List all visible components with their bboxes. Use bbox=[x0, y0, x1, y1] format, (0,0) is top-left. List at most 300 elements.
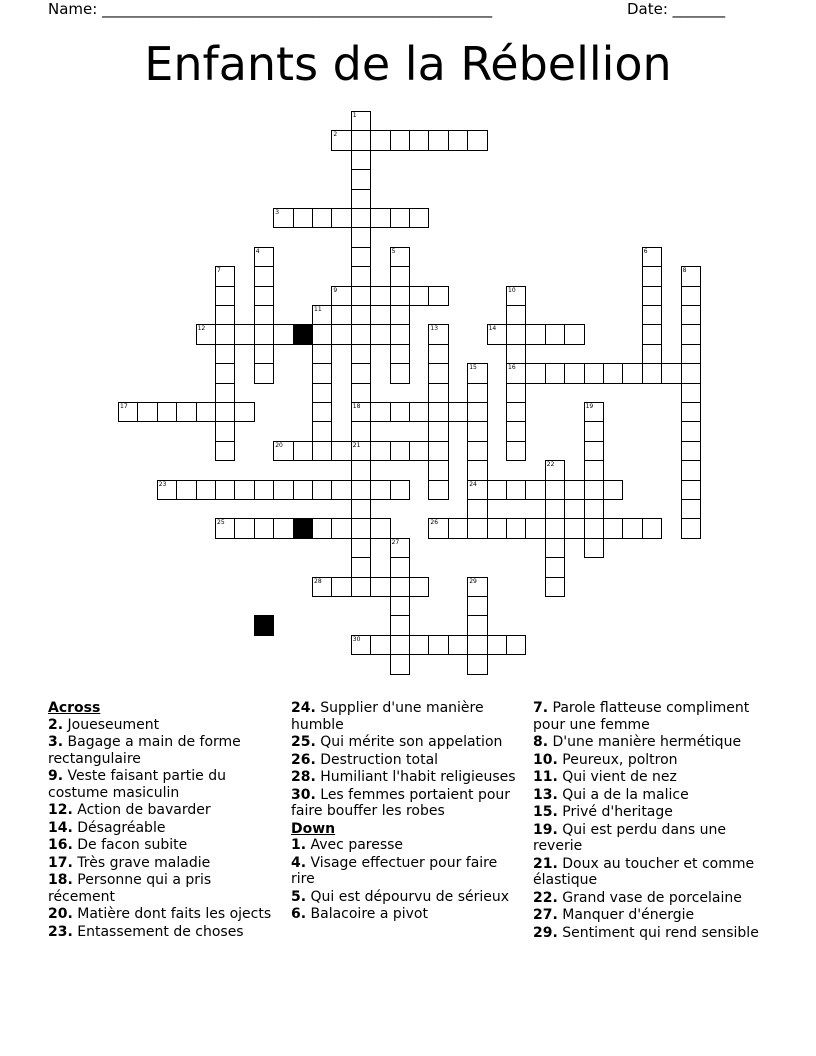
grid-cell[interactable] bbox=[390, 363, 410, 383]
grid-cell[interactable] bbox=[370, 324, 390, 344]
grid-cell[interactable] bbox=[525, 518, 545, 538]
clue-number: 28. bbox=[291, 769, 316, 785]
clue-text: Bagage a main de forme rectangulaire bbox=[48, 734, 241, 767]
grid-cell[interactable] bbox=[351, 130, 371, 150]
grid-cell[interactable] bbox=[157, 480, 177, 500]
grid-cell[interactable] bbox=[448, 130, 468, 150]
grid-cell[interactable] bbox=[390, 130, 410, 150]
cell-number: 30 bbox=[352, 635, 361, 643]
grid-cell[interactable] bbox=[351, 227, 371, 247]
grid-cell[interactable] bbox=[234, 324, 254, 344]
grid-cell[interactable] bbox=[312, 480, 332, 500]
grid-cell[interactable] bbox=[273, 324, 293, 344]
grid-cell[interactable] bbox=[545, 577, 565, 597]
clue-item bbox=[291, 837, 523, 854]
grid-cell[interactable] bbox=[331, 208, 351, 228]
grid-cell[interactable] bbox=[390, 596, 410, 616]
grid-cell[interactable] bbox=[409, 286, 429, 306]
grid-cell[interactable] bbox=[390, 266, 410, 286]
grid-cell[interactable] bbox=[564, 363, 584, 383]
clue-text: Supplier d'une manière humble bbox=[291, 700, 484, 733]
cell-number: 18 bbox=[352, 403, 361, 410]
grid-cell[interactable] bbox=[487, 324, 507, 344]
clue-number: 15. bbox=[533, 804, 558, 820]
clue-text: Très grave maladie bbox=[72, 854, 211, 871]
grid-cell[interactable] bbox=[137, 402, 157, 422]
grid-cell[interactable] bbox=[428, 460, 448, 480]
grid-cell[interactable] bbox=[448, 635, 468, 655]
grid-cell[interactable] bbox=[584, 402, 604, 422]
grid-cell[interactable] bbox=[215, 402, 235, 422]
cell-number: 5 bbox=[391, 247, 396, 255]
clue-text: Qui mérite son appelation bbox=[315, 734, 503, 750]
grid-cell[interactable] bbox=[409, 635, 429, 655]
grid-cell[interactable] bbox=[370, 635, 390, 655]
grid-cell[interactable] bbox=[254, 344, 274, 364]
cell-number: 16 bbox=[508, 364, 516, 372]
grid-cell[interactable] bbox=[545, 518, 565, 538]
grid-cell[interactable] bbox=[331, 324, 351, 344]
clue-item bbox=[48, 734, 278, 767]
grid-cell[interactable] bbox=[545, 499, 565, 519]
cell-number: 14 bbox=[488, 325, 497, 333]
grid-cell[interactable] bbox=[390, 344, 410, 364]
grid-cell[interactable] bbox=[196, 480, 216, 500]
grid-cell[interactable] bbox=[351, 247, 371, 267]
clue-heading: Across bbox=[48, 700, 101, 716]
grid-cell[interactable] bbox=[254, 363, 274, 383]
black-square bbox=[293, 324, 313, 344]
grid-cell[interactable] bbox=[603, 518, 623, 538]
grid-cell[interactable] bbox=[254, 480, 274, 500]
grid-cell[interactable] bbox=[351, 538, 371, 558]
grid-cell[interactable] bbox=[390, 441, 410, 461]
grid-cell[interactable] bbox=[312, 402, 332, 422]
grid-cell[interactable] bbox=[506, 402, 526, 422]
grid-cell[interactable] bbox=[215, 305, 235, 325]
grid-cell[interactable] bbox=[351, 344, 371, 364]
grid-cell[interactable] bbox=[351, 518, 371, 538]
grid-cell[interactable] bbox=[467, 615, 487, 635]
grid-cell[interactable] bbox=[467, 596, 487, 616]
grid-cell[interactable] bbox=[370, 480, 390, 500]
date-line[interactable]: Date: _______ bbox=[627, 0, 726, 18]
grid-cell[interactable] bbox=[642, 266, 662, 286]
clue-item bbox=[533, 700, 773, 733]
grid-cell[interactable] bbox=[428, 635, 448, 655]
grid-cell[interactable] bbox=[584, 518, 604, 538]
grid-cell[interactable] bbox=[351, 480, 371, 500]
grid-cell[interactable] bbox=[467, 402, 487, 422]
grid-cell[interactable] bbox=[215, 421, 235, 441]
grid-cell[interactable] bbox=[506, 344, 526, 364]
clue-item bbox=[533, 856, 773, 889]
clue-heading: Down bbox=[291, 820, 336, 837]
grid-cell[interactable] bbox=[351, 208, 371, 228]
grid-cell[interactable] bbox=[390, 208, 410, 228]
grid-cell[interactable] bbox=[312, 577, 332, 597]
grid-cell[interactable] bbox=[351, 189, 371, 209]
grid-cell[interactable] bbox=[215, 363, 235, 383]
clue-number: 30. bbox=[291, 786, 316, 803]
grid-cell[interactable] bbox=[351, 577, 371, 597]
grid-cell[interactable] bbox=[642, 518, 662, 538]
clue-number: 6. bbox=[291, 906, 307, 922]
clue-text: Désagréable bbox=[72, 819, 166, 836]
grid-cell[interactable] bbox=[506, 518, 526, 538]
grid-cell[interactable] bbox=[312, 344, 332, 364]
grid-cell[interactable] bbox=[642, 286, 662, 306]
grid-cell[interactable] bbox=[448, 518, 468, 538]
grid-cell[interactable] bbox=[506, 383, 526, 403]
grid-cell[interactable] bbox=[545, 460, 565, 480]
grid-cell[interactable] bbox=[584, 421, 604, 441]
grid-cell[interactable] bbox=[331, 480, 351, 500]
grid-cell[interactable] bbox=[196, 324, 216, 344]
clue-item bbox=[291, 769, 523, 786]
grid-cell[interactable] bbox=[428, 363, 448, 383]
grid-cell[interactable] bbox=[351, 460, 371, 480]
cell-number: 1 bbox=[352, 112, 357, 119]
grid-cell[interactable] bbox=[390, 635, 410, 655]
grid-cell[interactable] bbox=[312, 441, 332, 461]
grid-cell[interactable] bbox=[312, 363, 332, 383]
grid-cell[interactable] bbox=[351, 421, 371, 441]
grid-cell[interactable] bbox=[661, 363, 681, 383]
grid-cell[interactable] bbox=[293, 208, 313, 228]
grid-cell[interactable] bbox=[681, 518, 701, 538]
grid-cell[interactable] bbox=[293, 480, 313, 500]
grid-cell[interactable] bbox=[467, 499, 487, 519]
grid-cell[interactable] bbox=[681, 305, 701, 325]
grid-cell[interactable] bbox=[487, 635, 507, 655]
grid-cell[interactable] bbox=[467, 635, 487, 655]
grid-cell[interactable] bbox=[215, 441, 235, 461]
clue-text: Joueseument bbox=[63, 716, 160, 733]
page-title: Enfants de la Rébellion bbox=[144, 37, 672, 91]
grid-cell[interactable] bbox=[409, 577, 429, 597]
grid-cell[interactable] bbox=[642, 305, 662, 325]
clue-column-2 bbox=[291, 700, 523, 924]
grid-cell[interactable] bbox=[390, 480, 410, 500]
grid-cell[interactable] bbox=[428, 518, 448, 538]
cell-number: 24 bbox=[469, 480, 477, 488]
cell-number: 13 bbox=[430, 325, 439, 333]
grid-cell[interactable] bbox=[331, 130, 351, 150]
grid-cell[interactable] bbox=[351, 305, 371, 325]
grid-cell[interactable] bbox=[331, 286, 351, 306]
grid-cell[interactable] bbox=[215, 286, 235, 306]
grid-cell[interactable] bbox=[254, 286, 274, 306]
grid-cell[interactable] bbox=[312, 421, 332, 441]
clue-item bbox=[48, 802, 278, 819]
grid-cell[interactable] bbox=[390, 577, 410, 597]
clue-text: Qui vient de nez bbox=[557, 769, 677, 785]
grid-cell[interactable] bbox=[312, 208, 332, 228]
grid-cell[interactable] bbox=[487, 480, 507, 500]
grid-cell[interactable] bbox=[390, 247, 410, 267]
grid-cell[interactable] bbox=[312, 305, 332, 325]
grid-cell[interactable] bbox=[467, 518, 487, 538]
grid-cell[interactable] bbox=[564, 480, 584, 500]
grid-cell[interactable] bbox=[622, 518, 642, 538]
grid-cell[interactable] bbox=[370, 286, 390, 306]
cell-number: 4 bbox=[255, 247, 260, 255]
grid-cell[interactable] bbox=[234, 480, 254, 500]
grid-cell[interactable] bbox=[525, 480, 545, 500]
grid-cell[interactable] bbox=[351, 286, 371, 306]
grid-cell[interactable] bbox=[506, 441, 526, 461]
grid-cell[interactable] bbox=[642, 363, 662, 383]
clue-text: Qui est dépourvu de sérieux bbox=[306, 888, 510, 905]
grid-cell[interactable] bbox=[254, 324, 274, 344]
cell-number: 2 bbox=[333, 131, 338, 139]
grid-cell[interactable] bbox=[370, 208, 390, 228]
cell-number: 25 bbox=[217, 519, 225, 527]
grid-cell[interactable] bbox=[273, 441, 293, 461]
grid-cell[interactable] bbox=[254, 305, 274, 325]
grid-cell[interactable] bbox=[157, 402, 177, 422]
clue-number: 29. bbox=[533, 924, 558, 941]
grid-cell[interactable] bbox=[390, 615, 410, 635]
grid-cell[interactable] bbox=[506, 480, 526, 500]
clue-column-1 bbox=[48, 700, 278, 941]
grid-cell[interactable] bbox=[428, 324, 448, 344]
grid-cell[interactable] bbox=[351, 402, 371, 422]
grid-cell[interactable] bbox=[370, 130, 390, 150]
grid-cell[interactable] bbox=[273, 518, 293, 538]
grid-cell[interactable] bbox=[584, 499, 604, 519]
clue-number: 16. bbox=[48, 837, 73, 853]
grid-cell[interactable] bbox=[215, 344, 235, 364]
grid-cell[interactable] bbox=[467, 480, 487, 500]
grid-cell[interactable] bbox=[467, 460, 487, 480]
grid-cell[interactable] bbox=[312, 383, 332, 403]
grid-cell[interactable] bbox=[312, 324, 332, 344]
grid-cell[interactable] bbox=[428, 286, 448, 306]
grid-cell[interactable] bbox=[681, 286, 701, 306]
grid-cell[interactable] bbox=[370, 441, 390, 461]
grid-cell[interactable] bbox=[254, 518, 274, 538]
grid-cell[interactable] bbox=[681, 363, 701, 383]
grid-cell[interactable] bbox=[681, 383, 701, 403]
clue-text: Grand vase de porcelaine bbox=[557, 889, 742, 906]
grid-cell[interactable] bbox=[428, 421, 448, 441]
cell-number: 27 bbox=[391, 538, 400, 546]
grid-cell[interactable] bbox=[448, 402, 468, 422]
grid-cell[interactable] bbox=[428, 383, 448, 403]
clue-number: 21. bbox=[533, 855, 558, 872]
grid-cell[interactable] bbox=[215, 518, 235, 538]
grid-cell[interactable] bbox=[390, 324, 410, 344]
grid-cell[interactable] bbox=[681, 324, 701, 344]
grid-cell[interactable] bbox=[545, 363, 565, 383]
cell-number: 21 bbox=[352, 441, 361, 449]
grid-cell[interactable] bbox=[487, 518, 507, 538]
grid-cell[interactable] bbox=[351, 324, 371, 344]
grid-cell[interactable] bbox=[545, 324, 565, 344]
grid-cell[interactable] bbox=[351, 557, 371, 577]
grid-cell[interactable] bbox=[351, 266, 371, 286]
grid-cell[interactable] bbox=[351, 363, 371, 383]
grid-cell[interactable] bbox=[681, 441, 701, 461]
grid-cell[interactable] bbox=[351, 499, 371, 519]
grid-cell[interactable] bbox=[545, 538, 565, 558]
grid-cell[interactable] bbox=[428, 402, 448, 422]
grid-cell[interactable] bbox=[176, 402, 196, 422]
grid-cell[interactable] bbox=[584, 538, 604, 558]
grid-cell[interactable] bbox=[428, 480, 448, 500]
clue-text: Veste faisant partie du costume masiculin bbox=[48, 768, 226, 801]
grid-cell[interactable] bbox=[351, 635, 371, 655]
grid-cell[interactable] bbox=[545, 480, 565, 500]
grid-cell[interactable] bbox=[584, 363, 604, 383]
clue-text: Privé d'heritage bbox=[557, 804, 673, 820]
grid-cell[interactable] bbox=[390, 305, 410, 325]
grid-cell[interactable] bbox=[564, 324, 584, 344]
grid-cell[interactable] bbox=[234, 402, 254, 422]
grid-cell[interactable] bbox=[409, 130, 429, 150]
grid-cell[interactable] bbox=[681, 499, 701, 519]
grid-cell[interactable] bbox=[254, 266, 274, 286]
clue-text: Entassement de choses bbox=[72, 923, 244, 940]
grid-cell[interactable] bbox=[603, 363, 623, 383]
grid-cell[interactable] bbox=[196, 402, 216, 422]
clue-item bbox=[291, 889, 523, 906]
grid-cell[interactable] bbox=[331, 577, 351, 597]
clue-text: Doux au toucher et comme élastique bbox=[533, 855, 755, 888]
grid-cell[interactable] bbox=[681, 402, 701, 422]
grid-cell[interactable] bbox=[681, 480, 701, 500]
clue-item bbox=[533, 925, 773, 942]
grid-cell[interactable] bbox=[525, 324, 545, 344]
grid-cell[interactable] bbox=[409, 402, 429, 422]
grid-cell[interactable] bbox=[681, 421, 701, 441]
grid-cell[interactable] bbox=[390, 557, 410, 577]
grid-cell[interactable] bbox=[118, 402, 138, 422]
cell-number: 28 bbox=[314, 577, 322, 585]
grid-cell[interactable] bbox=[467, 363, 487, 383]
clue-item bbox=[48, 717, 278, 734]
clue-item bbox=[533, 769, 773, 786]
grid-cell[interactable] bbox=[506, 363, 526, 383]
grid-cell[interactable] bbox=[506, 421, 526, 441]
grid-cell[interactable] bbox=[351, 383, 371, 403]
grid-cell[interactable] bbox=[409, 208, 429, 228]
grid-cell[interactable] bbox=[467, 441, 487, 461]
grid-cell[interactable] bbox=[467, 654, 487, 674]
grid-cell[interactable] bbox=[215, 383, 235, 403]
clue-number: 18. bbox=[48, 872, 73, 888]
grid-cell[interactable] bbox=[584, 480, 604, 500]
grid-cell[interactable] bbox=[506, 324, 526, 344]
clue-number: 22. bbox=[533, 889, 558, 906]
grid-cell[interactable] bbox=[370, 518, 390, 538]
clue-item bbox=[291, 734, 523, 751]
clue-text: Action de bavarder bbox=[72, 802, 211, 818]
grid-cell[interactable] bbox=[428, 344, 448, 364]
clue-number: 3. bbox=[48, 734, 64, 750]
grid-cell[interactable] bbox=[467, 130, 487, 150]
grid-cell[interactable] bbox=[390, 538, 410, 558]
grid-cell[interactable] bbox=[273, 208, 293, 228]
cell-number: 9 bbox=[333, 286, 338, 294]
grid-cell[interactable] bbox=[254, 247, 274, 267]
grid-cell[interactable] bbox=[176, 480, 196, 500]
grid-cell[interactable] bbox=[215, 480, 235, 500]
grid-cell[interactable] bbox=[545, 557, 565, 577]
grid-cell[interactable] bbox=[390, 402, 410, 422]
grid-cell[interactable] bbox=[622, 363, 642, 383]
grid-cell[interactable] bbox=[331, 441, 351, 461]
grid-cell[interactable] bbox=[642, 344, 662, 364]
grid-cell[interactable] bbox=[351, 150, 371, 170]
clue-number: 9. bbox=[48, 768, 64, 784]
grid-cell[interactable] bbox=[370, 402, 390, 422]
clue-text: Humiliant l'habit religieuses bbox=[315, 769, 516, 785]
cell-number: 11 bbox=[314, 306, 322, 313]
clue-item bbox=[533, 752, 773, 769]
grid-cell[interactable] bbox=[293, 441, 313, 461]
grid-cell[interactable] bbox=[351, 441, 371, 461]
grid-cell[interactable] bbox=[681, 460, 701, 480]
grid-cell[interactable] bbox=[215, 324, 235, 344]
grid-cell[interactable] bbox=[681, 266, 701, 286]
grid-cell[interactable] bbox=[506, 286, 526, 306]
grid-cell[interactable] bbox=[525, 363, 545, 383]
cell-number: 29 bbox=[469, 577, 477, 585]
grid-cell[interactable] bbox=[370, 577, 390, 597]
grid-cell[interactable] bbox=[351, 111, 371, 131]
grid-cell[interactable] bbox=[312, 518, 332, 538]
grid-cell[interactable] bbox=[351, 169, 371, 189]
grid-cell[interactable] bbox=[390, 654, 410, 674]
clue-item bbox=[533, 804, 773, 821]
grid-cell[interactable] bbox=[564, 518, 584, 538]
name-line[interactable]: Name: ____________________________________________________ bbox=[48, 0, 493, 18]
grid-cell[interactable] bbox=[584, 460, 604, 480]
clue-item bbox=[291, 855, 523, 888]
grid-cell[interactable] bbox=[681, 344, 701, 364]
clue-column-3 bbox=[533, 700, 773, 942]
grid-cell[interactable] bbox=[273, 480, 293, 500]
grid-cell[interactable] bbox=[467, 421, 487, 441]
clue-item bbox=[48, 820, 278, 837]
grid-cell[interactable] bbox=[409, 441, 429, 461]
grid-cell[interactable] bbox=[506, 305, 526, 325]
grid-cell[interactable] bbox=[234, 518, 254, 538]
clue-number: 25. bbox=[291, 734, 316, 750]
grid-cell[interactable] bbox=[428, 441, 448, 461]
grid-cell[interactable] bbox=[642, 324, 662, 344]
clue-item bbox=[291, 787, 523, 820]
grid-cell[interactable] bbox=[642, 247, 662, 267]
clue-item bbox=[533, 787, 773, 804]
grid-cell[interactable] bbox=[215, 266, 235, 286]
grid-cell[interactable] bbox=[331, 518, 351, 538]
grid-cell[interactable] bbox=[390, 286, 410, 306]
grid-cell[interactable] bbox=[603, 480, 623, 500]
clue-number: 2. bbox=[48, 716, 64, 733]
grid-cell[interactable] bbox=[584, 441, 604, 461]
clue-number: 11. bbox=[533, 769, 558, 785]
grid-cell[interactable] bbox=[428, 130, 448, 150]
grid-cell[interactable] bbox=[467, 577, 487, 597]
clue-number: 5. bbox=[291, 888, 307, 905]
grid-cell[interactable] bbox=[506, 635, 526, 655]
grid-cell[interactable] bbox=[467, 383, 487, 403]
clue-text: Qui est perdu dans une reverie bbox=[533, 821, 727, 854]
